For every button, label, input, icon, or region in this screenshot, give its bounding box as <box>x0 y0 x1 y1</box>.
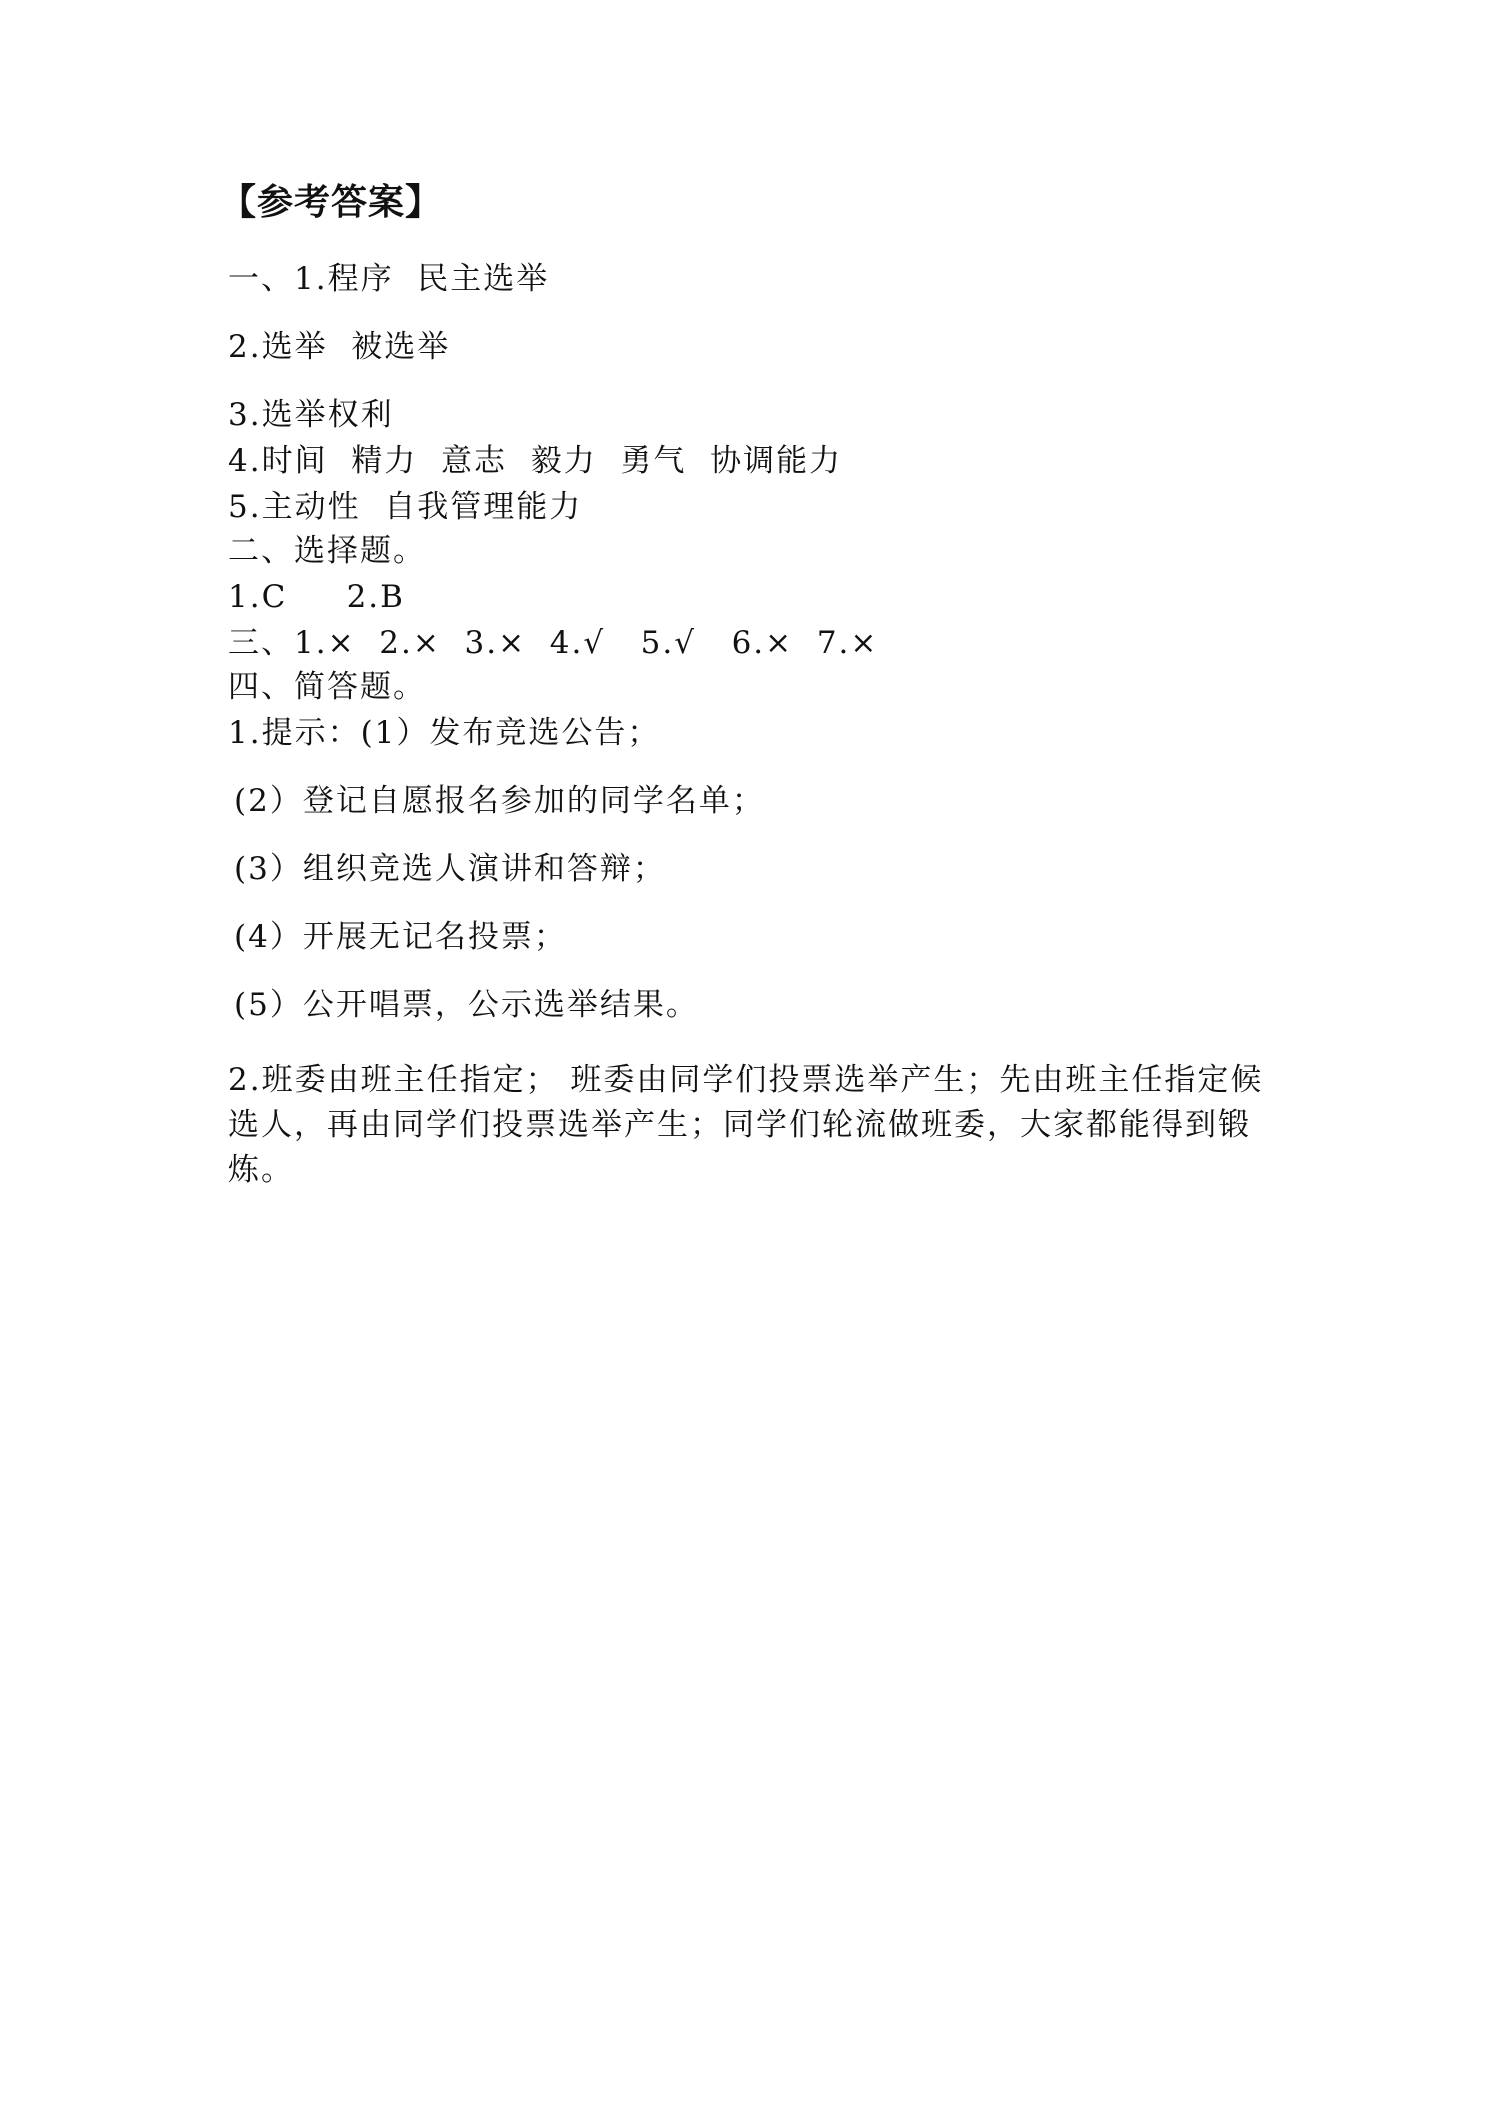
fill-blank-answer-2: 2.选举 被选举 <box>228 329 451 365</box>
short-answer-1-step-5: (5）公开唱票，公示选举结果。 <box>234 987 699 1023</box>
multiple-choice-answers: 1.C 2.B <box>228 579 405 615</box>
fill-blank-answer-5: 5.主动性 自我管理能力 <box>228 489 583 525</box>
short-answer-2: 2.班委由班主任指定； 班委由同学们投票选举产生；先由班主任指定候选人，再由同学们投票选举产生；同学们轮流做班委，大家都能得到锻炼。 <box>228 1062 1264 1188</box>
fill-blank-answer-1: 一、1.程序 民主选举 <box>228 261 550 297</box>
fill-blank-answer-4: 4.时间 精力 意志 毅力 勇气 协调能力 <box>228 443 843 479</box>
true-false-answers: 三、1.× 2.× 3.× 4.√ 5.√ 6.× 7.× <box>228 625 879 661</box>
page-title: 【参考答案】 <box>220 182 443 223</box>
short-answer-1-intro: 1.提示：(1）发布竞选公告； <box>228 715 661 751</box>
multiple-choice-heading: 二、选择题。 <box>228 533 426 569</box>
short-answer-1-step-2: (2）登记自愿报名参加的同学名单； <box>234 783 765 819</box>
fill-blank-answer-3: 3.选举权利 <box>228 397 394 433</box>
short-answer-1-step-4: (4）开展无记名投票； <box>234 919 567 955</box>
short-answer-1-step-3: (3）组织竞选人演讲和答辩； <box>234 851 666 887</box>
short-answer-heading: 四、简答题。 <box>228 669 426 705</box>
